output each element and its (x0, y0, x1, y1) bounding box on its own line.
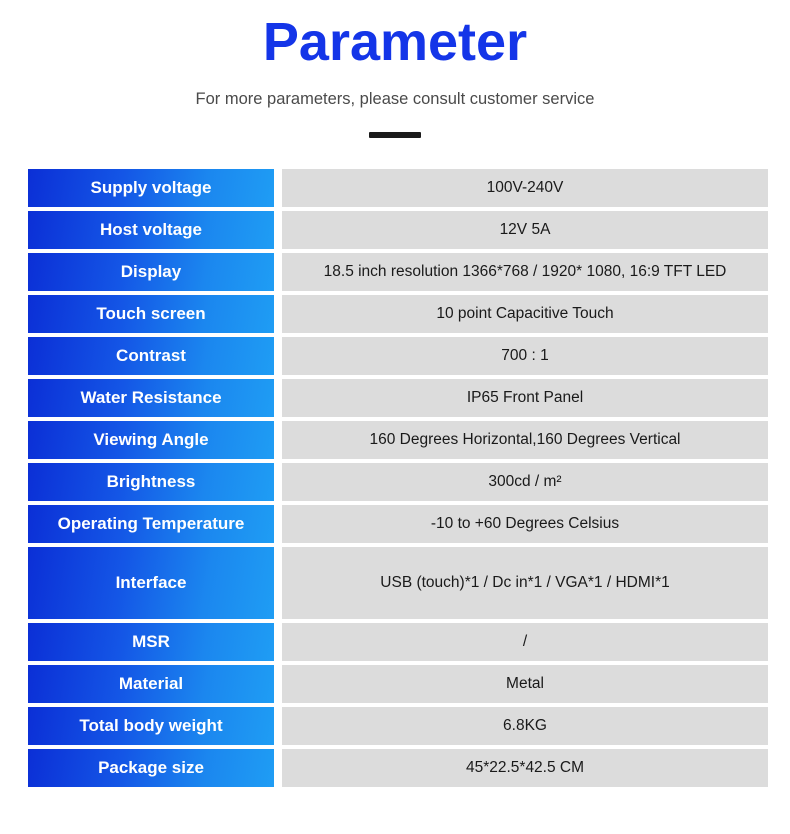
table-row (28, 253, 768, 291)
table-row (28, 211, 768, 249)
spec-label: Display (28, 253, 274, 291)
column-gap (274, 749, 282, 787)
spec-label: Contrast (28, 337, 274, 375)
column-gap (274, 337, 282, 375)
spec-label: Water Resistance (28, 379, 274, 417)
table-row (28, 337, 768, 375)
spec-label: Material (28, 665, 274, 703)
column-gap (274, 295, 282, 333)
spec-value: IP65 Front Panel (282, 379, 768, 417)
spec-value: -10 to +60 Degrees Celsius (282, 505, 768, 543)
table-row (28, 295, 768, 333)
table-row (28, 505, 768, 543)
spec-label: Operating Temperature (28, 505, 274, 543)
table-row (28, 623, 768, 661)
column-gap (274, 463, 282, 501)
column-gap (274, 505, 282, 543)
table-row (28, 421, 768, 459)
spec-value: 700 : 1 (282, 337, 768, 375)
spec-label: Package size (28, 749, 274, 787)
column-gap (274, 379, 282, 417)
column-gap (274, 707, 282, 745)
spec-value: 300cd / m² (282, 463, 768, 501)
spec-label: Brightness (28, 463, 274, 501)
spec-value: 6.8KG (282, 707, 768, 745)
spec-value: / (282, 623, 768, 661)
spec-label: Touch screen (28, 295, 274, 333)
spec-value: 100V-240V (282, 169, 768, 207)
table-row (28, 169, 768, 207)
divider-wrap (0, 132, 790, 138)
spec-label: Host voltage (28, 211, 274, 249)
spec-value: 160 Degrees Horizontal,160 Degrees Vertical (282, 421, 768, 459)
table-row (28, 547, 768, 619)
page-header (0, 0, 790, 138)
spec-value: 10 point Capacitive Touch (282, 295, 768, 333)
column-gap (274, 547, 282, 619)
spec-value: 45*22.5*42.5 CM (282, 749, 768, 787)
specification-table-body (28, 169, 768, 787)
page-title: Parameter (262, 12, 528, 72)
spec-label: Viewing Angle (28, 421, 274, 459)
spec-value: 18.5 inch resolution 1366*768 / 1920* 1080, 16:9 TFT LED (282, 253, 768, 291)
spec-label: Supply voltage (28, 169, 274, 207)
table-row (28, 665, 768, 703)
spec-label: Interface (28, 547, 274, 619)
column-gap (274, 211, 282, 249)
title-divider (369, 132, 421, 138)
spec-value: USB (touch)*1 / Dc in*1 / VGA*1 / HDMI*1 (282, 547, 768, 619)
page-subtitle: For more parameters, please consult customer service (195, 90, 595, 108)
table-row (28, 379, 768, 417)
spec-value: Metal (282, 665, 768, 703)
spec-label: MSR (28, 623, 274, 661)
column-gap (274, 665, 282, 703)
table-row (28, 749, 768, 787)
specification-table (28, 165, 768, 791)
spec-value: 12V 5A (282, 211, 768, 249)
table-row (28, 463, 768, 501)
column-gap (274, 253, 282, 291)
spec-label: Total body weight (28, 707, 274, 745)
column-gap (274, 421, 282, 459)
column-gap (274, 169, 282, 207)
column-gap (274, 623, 282, 661)
table-row (28, 707, 768, 745)
